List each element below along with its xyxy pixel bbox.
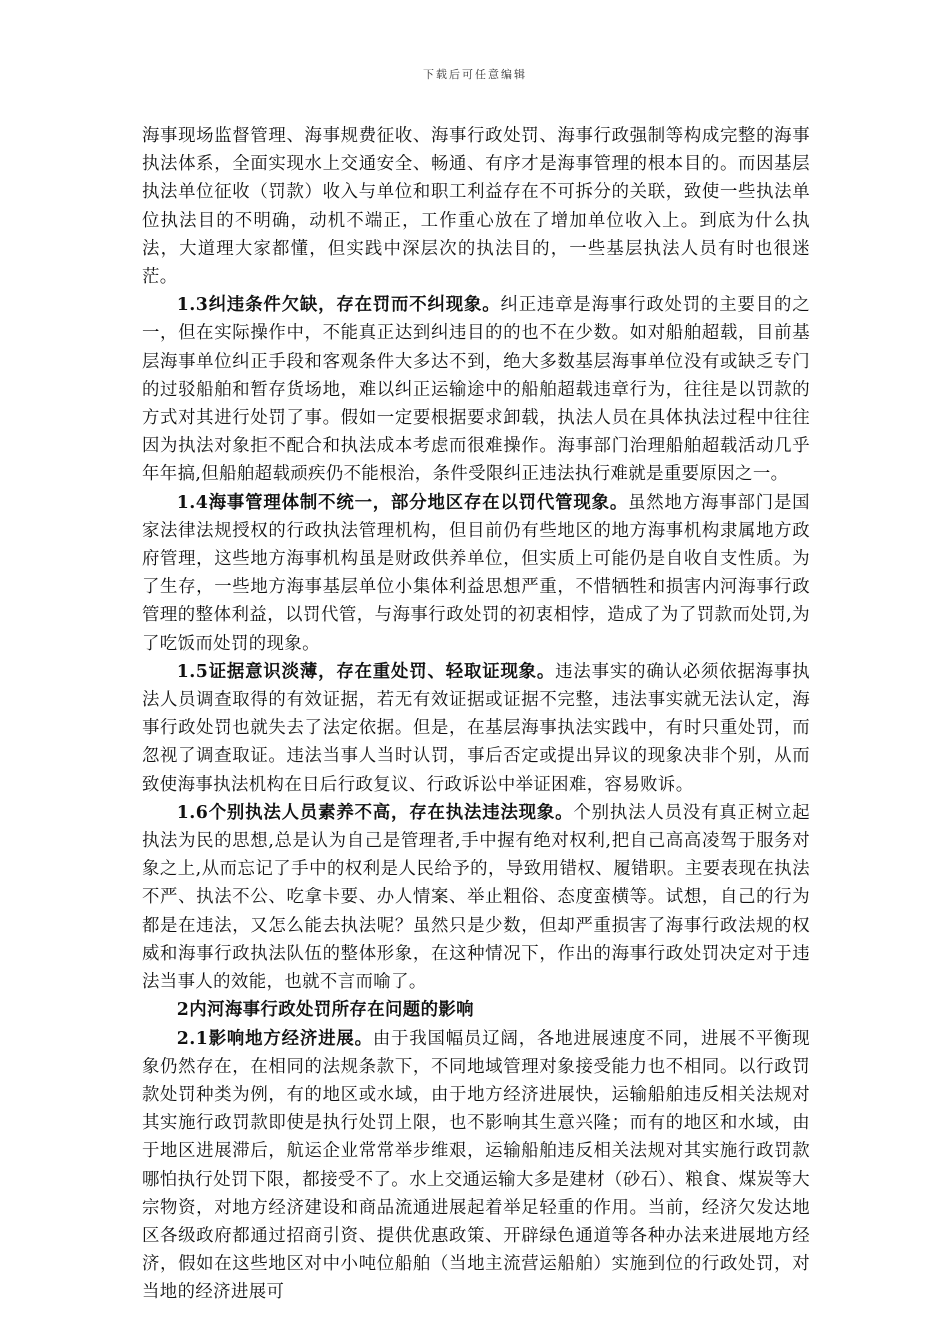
paragraph-continuation (142, 122, 810, 291)
paragraph-1-3 (142, 291, 810, 488)
paragraph-text: 虽然地方海事部门是国家法律法规授权的行政执法管理机构，但目前仍有些地区的地方海事机构隶属地方政府管理，这些地方海事机构虽是财政供养单位，但实质上可能仍是自收自支性质。为了生存，一些地方海事基层单位小集体利益思想严重，不惜牺牲和损害内河海事行政管理的整体利益，以罚代管，与海事行政处罚的初衷相悖，造成了为了罚款而处罚,为了吃饭而处罚的现象。 (142, 492, 810, 654)
paragraph-lead: 1.4海事管理体制不统一，部分地区存在以罚代管现象。 (176, 492, 629, 513)
paragraph-text: 违法事实的确认必须依据海事执法人员调查取得的有效证据，若无有效证据或证据不完整，违法事实就无法认定，海事行政处罚也就失去了法定依据。但是，在基层海事执法实践中，有时只重处罚，而忽视了调查取证。违法当事人当时认罚，事后否定或提出异议的现象决非个别，从而致使海事执法机构在日后行政复议、行政诉讼中举证困难，容易败诉。 (142, 661, 810, 795)
paragraph-lead: 1.6个别执法人员素养不高，存在执法违法现象。 (176, 802, 574, 823)
paragraph-1-5 (142, 658, 810, 799)
paragraph-text: 由于我国幅员辽阔，各地进展速度不同，进展不平衡现象仍然存在，在相同的法规条款下，不同地域管理对象接受能力也不相同。以行政罚款处罚种类为例，有的地区或水域，由于地方经济进展快，运输船舶违反相关法规对其实施行政罚款即使是执行处罚上限，也不影响其生意兴隆；而有的地区和水域，由于地区进展滞后，航运企业常常举步维艰，运输船舶违反相关法规对其实施行政罚款哪怕执行处罚下限，都接受不了。水上交通运输大多是建材（砂石）、粮食、煤炭等大宗物资，对地方经济建设和商品流通进展起着举足轻重的作用。当前，经济欠发达地区各级政府都通过招商引资、提供优惠政策、开辟绿色通道等各种办法来进展地方经济，假如在这些地区对中小吨位船舶（当地主流营运船舶）实施到位的行政处罚，对当地的经济进展可 (142, 1028, 810, 1303)
paragraph-1-4 (142, 489, 810, 658)
paragraph-text: 个别执法人员没有真正树立起执法为民的思想,总是认为自己是管理者,手中握有绝对权利,把自己高高凌驾于服务对象之上,从而忘记了手中的权利是人民给予的，导致用错权、履错职。主要表现在执法不严、执法不公、吃拿卡要、办人情案、举止粗俗、态度蛮横等。试想，自己的行为都是在违法，又怎么能去执法呢？虽然只是少数，但却严重损害了海事行政法规的权威和海事行政执法队伍的整体形象，在这种情况下，作出的海事行政处罚决定对于违法当事人的效能，也就不言而喻了。 (142, 802, 810, 993)
section-heading: 2内河海事行政处罚所存在问题的影响 (176, 1000, 474, 1021)
paragraph-lead: 1.3纠违条件欠缺，存在罚而不纠现象。 (176, 295, 501, 316)
paragraph-1-6 (142, 799, 810, 996)
page-header: 下载后可任意编辑 (423, 68, 527, 81)
paragraph-text: 海事现场监督管理、海事规费征收、海事行政处罚、海事行政强制等构成完整的海事执法体系，全面实现水上交通安全、畅通、有序才是海事管理的根本目的。而因基层执法单位征收（罚款）收入与单位和职工利益存在不可拆分的关联，致使一些执法单位执法目的不明确，动机不端正，工作重心放在了增加单位收入上。到底为什么执法，大道理大家都懂，但实践中深层次的执法目的，一些基层执法人员有时也很迷茫。 (142, 126, 810, 288)
paragraph-lead: 1.5证据意识淡薄，存在重处罚、轻取证现象。 (176, 661, 556, 682)
paragraph-lead: 2.1影响地方经济进展。 (176, 1028, 373, 1049)
document-body (142, 122, 810, 1307)
paragraph-text: 纠正违章是海事行政处罚的主要目的之一，但在实际操作中，不能真正达到纠违目的的也不在少数。如对船舶超载，目前基层海事单位纠正手段和客观条件大多达不到，绝大多数基层海事单位没有或缺乏专门的过驳船舶和暂存货场地，难以纠正运输途中的船舶超载违章行为，往往是以罚款的方式对其进行处罚了事。假如一定要根据要求卸载，执法人员在具体执法过程中往往因为执法对象拒不配合和执法成本考虑而很难操作。海事部门治理船舶超载活动几乎年年搞,但船舶超载顽疾仍不能根治，条件受限纠正违法执行难就是重要原因之一。 (142, 295, 810, 485)
paragraph-2-1 (142, 1025, 810, 1307)
